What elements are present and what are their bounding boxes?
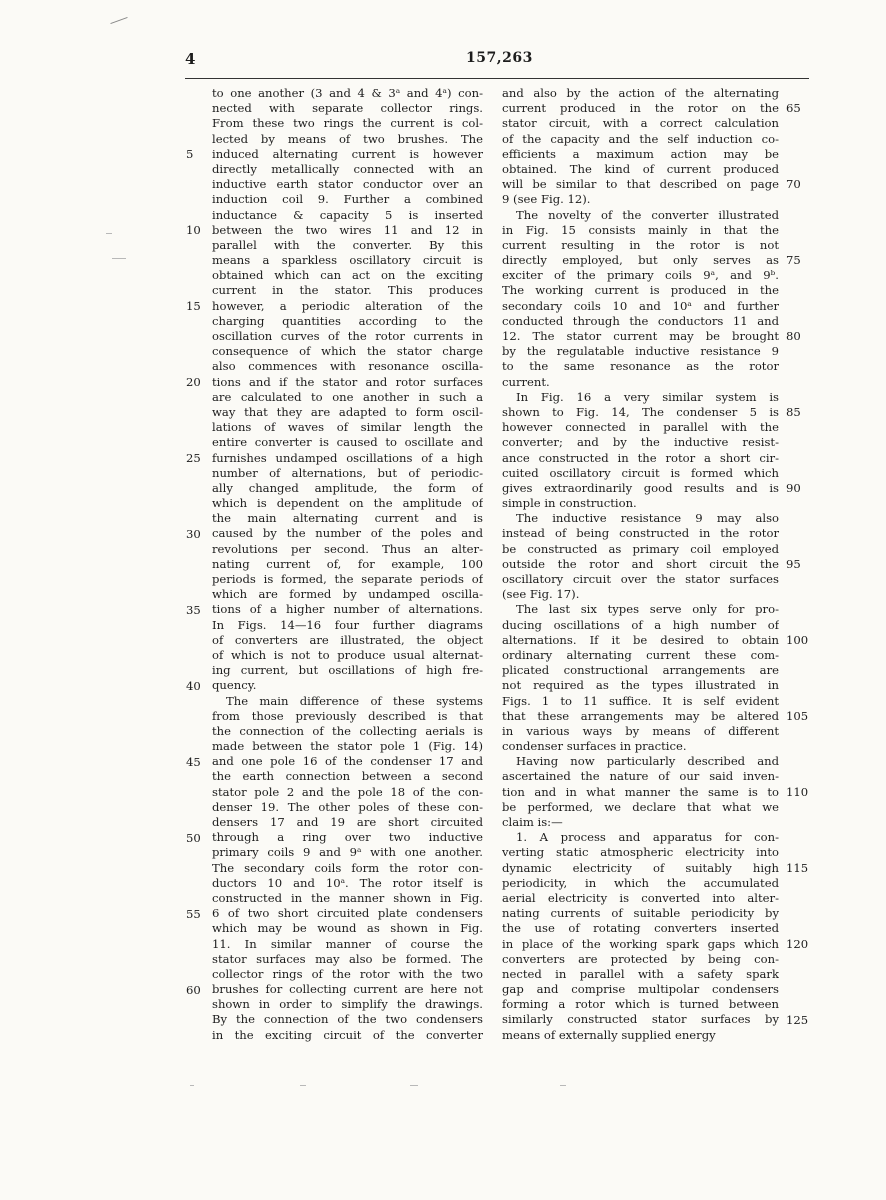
text-line: and one pole 16 of the condenser 17 and [212, 754, 483, 769]
text-line: Having now particularly described and [516, 754, 779, 769]
scan-speck [410, 1085, 418, 1086]
line-number: 10 [186, 222, 201, 237]
text-line: tions and if the stator and rotor surfaces [212, 374, 483, 389]
line-number: 45 [186, 754, 201, 769]
text-line: nected with separate collector rings. [212, 101, 483, 116]
text-line: plicated constructional arrangements are [502, 663, 779, 678]
scan-speck [300, 1085, 306, 1086]
line-number: 20 [186, 374, 201, 389]
text-line: however connected in parallel with the [502, 420, 779, 435]
text-line: 11. In similar manner of course the [212, 936, 483, 951]
text-line: will be similar to that described on page [502, 177, 779, 192]
text-line: The secondary coils form the rotor con- [212, 860, 483, 875]
text-line: ascertained the nature of our said inven- [502, 769, 779, 784]
text-line: current resulting in the rotor is not [502, 237, 779, 252]
text-line: The last six types serve only for pro- [516, 602, 779, 617]
text-line: primary coils 9 and 9ᵃ with one another. [212, 845, 483, 860]
line-number: 80 [786, 329, 801, 344]
text-line: denser 19. The other poles of these con- [212, 799, 483, 814]
text-line: in the exciting circuit of the converter [212, 1027, 483, 1042]
text-line: tions of a higher number of alternations. [212, 602, 483, 617]
text-line: which are formed by undamped oscilla- [212, 587, 483, 602]
text-line: secondary coils 10 and 10ᵃ and further [502, 298, 779, 313]
line-number: 60 [186, 982, 201, 997]
text-line: In Fig. 16 a very similar system is [516, 389, 779, 404]
right-column [502, 86, 779, 1043]
text-line: The main difference of these systems [226, 693, 483, 708]
text-line: obtained. The kind of current produced [502, 161, 779, 176]
text-line: the use of rotating converters inserted [502, 921, 779, 936]
text-line: claim is:— [502, 815, 563, 829]
text-line: ducing oscillations of a high number of [502, 617, 779, 632]
text-line: means of externally supplied energy [502, 1027, 716, 1042]
text-line: In Figs. 14—16 four further diagrams [212, 617, 483, 632]
text-line: ordinary alternating current these com- [502, 647, 779, 662]
text-line: nating current of, for example, 100 [212, 556, 483, 571]
text-line: 12. The stator current may be brought [502, 329, 779, 343]
text-line: are calculated to one another in such a [212, 389, 483, 404]
text-line: induced alternating current is however [212, 146, 483, 161]
line-number: 25 [186, 450, 201, 465]
text-line: in Fig. 15 consists mainly in that the [502, 222, 779, 237]
line-number: 70 [786, 177, 801, 192]
line-number: 115 [786, 861, 809, 876]
line-number: 55 [186, 906, 201, 921]
text-line: quency. [212, 678, 257, 693]
line-number: 15 [186, 298, 201, 313]
text-line: constructed in the manner shown in Fig. [212, 890, 483, 905]
text-line: exciter of the primary coils 9ᵃ, and 9ᵇ. [502, 268, 779, 283]
text-line: (see Fig. 17). [502, 587, 580, 602]
scan-speck [110, 17, 127, 24]
text-line: gap and comprise multipolar condensers [502, 982, 779, 997]
text-line: to one another (3 and 4 & 3ᵃ and 4ᵃ) con- [212, 86, 483, 100]
text-line: ally changed amplitude, the form of [212, 480, 483, 495]
text-line: alternations. If it be desired to obtain [502, 632, 779, 647]
line-number: 65 [786, 101, 801, 116]
text-line: similarly constructed stator surfaces by [502, 1012, 779, 1027]
text-line: number of alternations, but of periodic- [212, 465, 483, 480]
text-line: parallel with the converter. By this [212, 237, 483, 252]
line-number: 105 [786, 709, 809, 724]
text-line: 9 (see Fig. 12). [502, 192, 591, 207]
text-line: converter; and by the inductive resist- [502, 435, 779, 450]
text-line: induction coil 9. Further a combined [212, 192, 483, 207]
text-line: through a ring over two inductive [212, 830, 483, 845]
text-line: revolutions per second. Thus an alter- [212, 541, 483, 556]
text-line: aerial electricity is converted into alter- [502, 890, 779, 905]
text-line: current in the stator. This produces [212, 283, 483, 298]
text-line: of converters are illustrated, the object [212, 632, 483, 647]
text-line: in various ways by means of different [502, 723, 779, 738]
text-line: inductance & capacity 5 is inserted [212, 207, 483, 222]
text-line: nected in parallel with a safety spark [502, 966, 779, 981]
scan-speck [190, 1085, 194, 1086]
text-line: converters are protected by being con- [502, 951, 779, 966]
text-line: inductive earth stator conductor over an [212, 177, 483, 192]
header-rule [185, 78, 809, 79]
patent-number: 157,263 [466, 50, 533, 66]
text-line: charging quantities according to the [212, 313, 483, 328]
text-line: be performed, we declare that what we [502, 799, 779, 814]
text-line: stator pole 2 and the pole 18 of the con- [212, 784, 483, 799]
line-number: 30 [186, 526, 201, 541]
text-line: cuited oscillatory circuit is formed which [502, 465, 779, 480]
text-line: The novelty of the converter illustrated [516, 207, 779, 222]
text-line: efficients a maximum action may be [502, 146, 779, 161]
text-line: oscillation curves of the rotor currents in [212, 329, 483, 343]
text-line: 1. A process and apparatus for con- [516, 830, 779, 845]
text-line: ductors 10 and 10ᵃ. The rotor itself is [212, 875, 483, 890]
text-line: verting static atmospheric electricity into [502, 845, 779, 860]
text-line: From these two rings the current is col- [212, 116, 483, 131]
left-column [212, 86, 483, 1043]
text-line: obtained which can act on the exciting [212, 268, 483, 283]
page-number: 4 [185, 50, 196, 68]
text-line: gives extraordinarily good results and is [502, 480, 779, 495]
text-line: densers 17 and 19 are short circuited [212, 815, 483, 829]
text-line: The working current is produced in the [502, 283, 779, 298]
line-number: 50 [186, 830, 201, 845]
text-line: oscillatory circuit over the stator surfaces [502, 572, 779, 586]
text-line: ing current, but oscillations of high fre- [212, 663, 483, 678]
text-line: caused by the number of the poles and [212, 526, 483, 541]
text-line: brushes for collecting current are here not [212, 982, 483, 997]
text-line: by the regulatable inductive resistance 9 [502, 344, 779, 359]
text-line: lations of waves of similar length the [212, 420, 483, 435]
line-number: 5 [186, 146, 194, 161]
text-line: means a sparkless oscillatory circuit is [212, 253, 483, 268]
text-line: collector rings of the rotor with the two [212, 966, 483, 981]
text-line: the main alternating current and is [212, 511, 483, 526]
line-number: 90 [786, 481, 801, 496]
scan-speck [112, 258, 126, 259]
text-line: nating currents of suitable periodicity by [502, 906, 779, 921]
text-line: that these arrangements may be altered [502, 708, 779, 723]
scan-speck [106, 233, 112, 234]
text-line: however, a periodic alteration of the [212, 298, 483, 313]
line-number: 125 [786, 1013, 809, 1028]
text-line: periods is formed, the separate periods of [212, 572, 483, 586]
line-number: 120 [786, 937, 809, 952]
line-number: 110 [786, 785, 809, 800]
text-line: and also by the action of the alternating [502, 86, 779, 100]
text-line: of which is not to produce usual alternat- [212, 647, 483, 662]
text-line: stator surfaces may also be formed. The [212, 951, 483, 966]
text-line: instead of being constructed in the rotor [502, 526, 779, 541]
text-line: between the two wires 11 and 12 in [212, 222, 483, 237]
text-line: also commences with resonance oscilla- [212, 359, 483, 374]
text-line: shown to Fig. 14, The condenser 5 is [502, 404, 779, 419]
text-line: conducted through the conductors 11 and [502, 313, 779, 328]
text-line: entire converter is caused to oscillate and [212, 435, 483, 450]
text-line: The inductive resistance 9 may also [516, 511, 779, 526]
text-line: not required as the types illustrated in [502, 678, 779, 693]
text-line: which may be wound as shown in Fig. [212, 921, 483, 936]
line-number: 75 [786, 253, 801, 268]
text-line: current. [502, 374, 550, 389]
scan-speck [560, 1085, 566, 1086]
line-number: 40 [186, 678, 201, 693]
text-line: furnishes undamped oscillations of a high [212, 450, 483, 465]
text-line: dynamic electricity of suitably high [502, 860, 779, 875]
text-line: stator circuit, with a correct calculation [502, 116, 779, 131]
text-line: forming a rotor which is turned between [502, 997, 779, 1012]
text-line: of the capacity and the self induction co- [502, 131, 779, 146]
line-number: 35 [186, 602, 201, 617]
line-number: 85 [786, 405, 801, 420]
text-line: directly employed, but only serves as [502, 253, 779, 268]
line-number: 100 [786, 633, 809, 648]
text-line: 6 of two short circuited plate condensers [212, 906, 483, 921]
text-line: be constructed as primary coil employed [502, 541, 779, 556]
text-line: condenser surfaces in practice. [502, 739, 687, 754]
text-line: the connection of the collecting aerials is [212, 723, 483, 738]
text-line: periodicity, in which the accumulated [502, 875, 779, 890]
text-line: the earth connection between a second [212, 769, 483, 784]
text-line: way that they are adapted to form oscil- [212, 404, 483, 419]
text-line: lected by means of two brushes. The [212, 131, 483, 146]
text-line: directly metallically connected with an [212, 161, 483, 176]
text-line: to the same resonance as the rotor [502, 359, 779, 374]
text-line: current produced in the rotor on the [502, 101, 779, 116]
text-line: shown in order to simplify the drawings. [212, 997, 483, 1012]
text-line: from those previously described is that [212, 708, 483, 723]
text-line: made between the stator pole 1 (Fig. 14) [212, 739, 483, 754]
line-number: 95 [786, 557, 801, 572]
text-line: By the connection of the two condensers [212, 1012, 483, 1027]
text-line: tion and in what manner the same is to [502, 784, 779, 799]
text-line: consequence of which the stator charge [212, 344, 483, 359]
text-line: Figs. 1 to 11 suffice. It is self evident [502, 693, 779, 708]
text-line: in place of the working spark gaps which [502, 936, 779, 951]
text-line: which is dependent on the amplitude of [212, 496, 483, 511]
text-line: simple in construction. [502, 496, 637, 511]
text-line: outside the rotor and short circuit the [502, 556, 779, 571]
text-line: ance constructed in the rotor a short cir- [502, 450, 779, 465]
